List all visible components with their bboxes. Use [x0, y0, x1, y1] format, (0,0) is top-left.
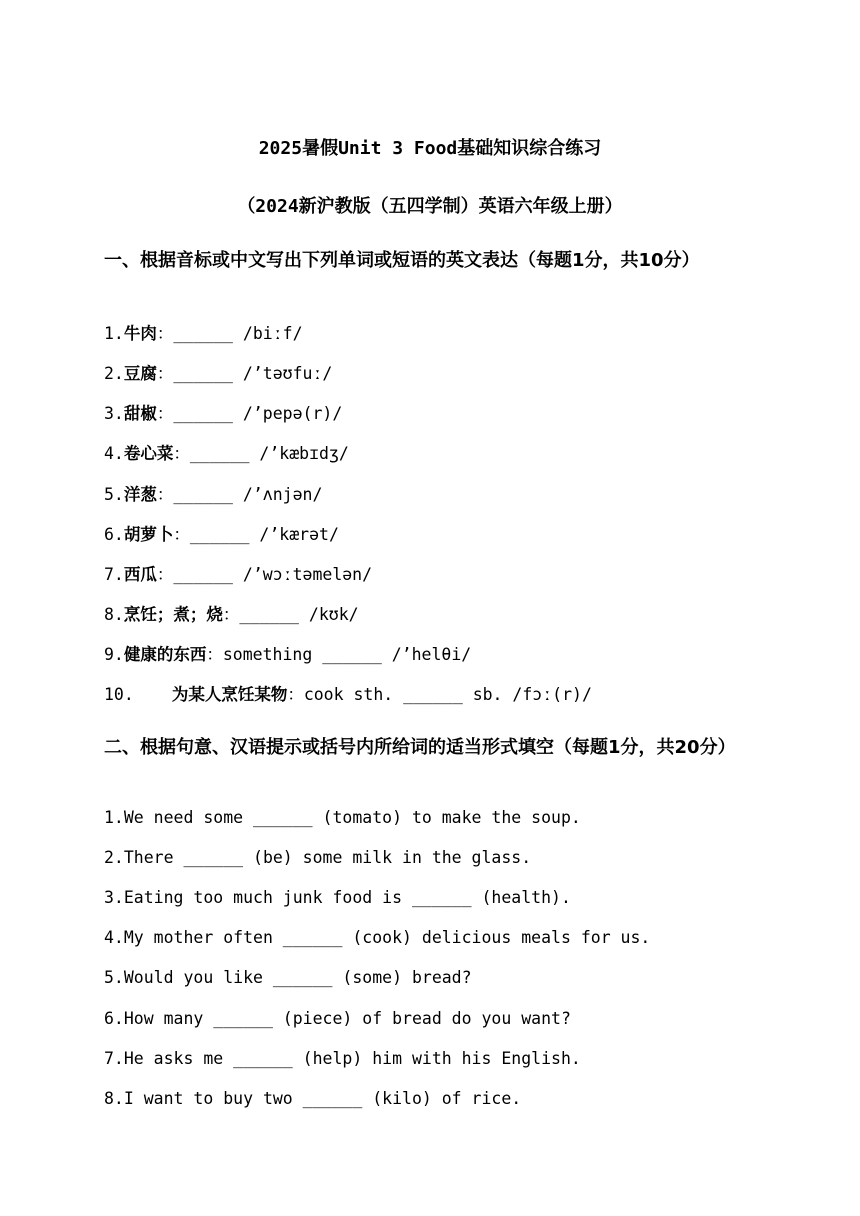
fill-blank-item: 3.Eating too much junk food is ______ (health). [104, 888, 571, 907]
vocab-item [104, 320, 303, 344]
vocab-item [104, 561, 372, 585]
item-chinese: 为某人烹饪某物 [171, 685, 288, 704]
item-answer-line: ：______ /kʊk/ [222, 605, 359, 624]
item-number: 7. [104, 565, 124, 584]
item-number: 8. [104, 605, 124, 624]
item-number: 5. [104, 485, 124, 504]
item-answer-line: ：______ /biːf/ [156, 324, 303, 343]
fill-blank-item: 4.My mother often ______ (cook) delicious meals for us. [104, 928, 651, 947]
item-answer-line: ：______ /’ʌnjən/ [156, 485, 323, 504]
item-chinese: 甜椒 [123, 404, 157, 423]
item-chinese: 洋葱 [123, 485, 157, 504]
item-number: 4. [104, 444, 124, 463]
vocab-item [104, 440, 349, 464]
fill-blank-item: 7.He asks me ______ (help) him with his English. [104, 1049, 581, 1068]
fill-blank-item: 5.Would you like ______ (some) bread? [104, 968, 472, 987]
item-chinese: 胡萝卜 [123, 525, 174, 544]
vocab-item [104, 521, 339, 545]
vocab-item [104, 681, 592, 705]
fill-blank-item: 6.How many ______ (piece) of bread do you want? [104, 1009, 571, 1028]
fill-blank-item: 8.I want to buy two ______ (kilo) of rice. [104, 1089, 522, 1108]
vocab-item [104, 400, 342, 424]
item-answer-line: ：______ /’pepə(r)/ [156, 404, 343, 423]
item-number: 9. [104, 645, 124, 664]
document-subtitle: （2024新沪教版（五四学制）英语六年级上册） [237, 196, 623, 217]
section1-heading: 一、根据音标或中文写出下列单词或短语的英文表达（每题1分，共10分） [104, 250, 700, 271]
item-answer-line: ：______ /’wɔːtəmelən/ [156, 565, 373, 584]
vocab-item [104, 481, 322, 505]
item-number: 3. [104, 404, 124, 423]
item-answer-line: ：______ /’kæbɪdʒ/ [173, 444, 349, 463]
item-number: 10. [104, 685, 134, 704]
item-answer-line: ：cook sth. ______ sb. /fɔː(r)/ [287, 685, 592, 704]
item-number: 2. [104, 364, 124, 383]
item-answer-line: ：______ /’təʊfuː/ [156, 364, 333, 383]
item-answer-line: ：______ /’kærət/ [173, 525, 339, 544]
document-title: 2025暑假Unit 3 Food基础知识综合练习 [258, 138, 602, 159]
vocab-item [104, 360, 332, 384]
item-number: 6. [104, 525, 124, 544]
item-chinese: 豆腐 [123, 364, 157, 383]
fill-blank-item: 1.We need some ______ (tomato) to make the soup. [104, 808, 581, 827]
item-answer-line: ：something ______ /’helθi/ [206, 645, 472, 664]
vocab-item [104, 601, 359, 625]
fill-blank-item: 2.There ______ (be) some milk in the glass. [104, 848, 532, 867]
item-chinese: 卷心菜 [123, 444, 174, 463]
item-number: 1. [104, 324, 124, 343]
item-chinese: 西瓜 [123, 565, 157, 584]
item-chinese: 烹饪；煮；烧 [123, 605, 223, 624]
item-chinese: 健康的东西 [123, 645, 207, 664]
section2-heading: 二、根据句意、汉语提示或括号内所给词的适当形式填空（每题1分，共20分） [104, 737, 736, 758]
vocab-item [104, 641, 471, 665]
item-chinese: 牛肉 [123, 324, 157, 343]
